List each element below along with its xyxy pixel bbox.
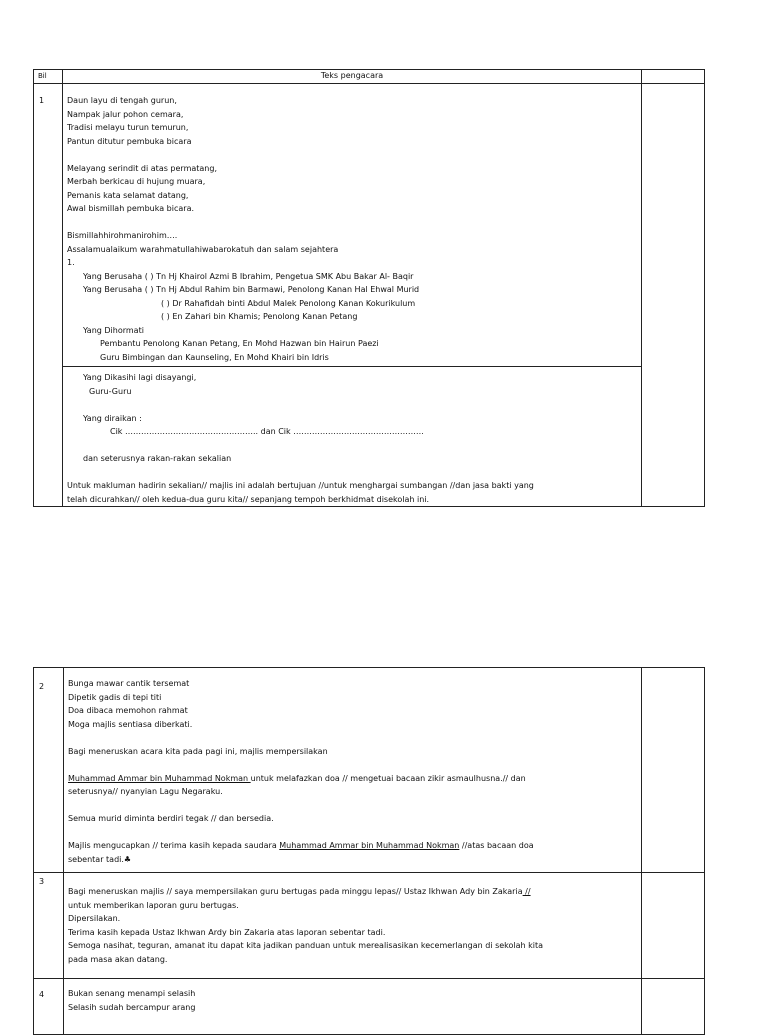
berusaha-line: ( ) Dr Rahafidah binti Abdul Malek Penolong Kanan Kokurikulum	[161, 298, 416, 308]
pantun-line: Daun layu di tengah gurun,	[67, 96, 177, 105]
doa-text: untuk melafazkan doa // mengetuai bacaan zikir asmaulhusna.// dan	[250, 773, 526, 783]
table-page-1	[33, 69, 705, 507]
table-row-1	[34, 84, 705, 507]
cik-line: Cik ………………………………………….. dan Cik ………………………………………….	[110, 427, 424, 436]
berusaha-line: Yang Berusaha ( ) Tn Hj Abdul Rahim bin Barmawi, Penolong Kanan Hal Ehwal Murid	[83, 285, 420, 294]
table-row-2	[34, 668, 705, 873]
header-empty	[642, 70, 705, 84]
table-page-2	[33, 667, 705, 1035]
laporan-line: untuk memberikan laporan guru bertugas.	[68, 900, 239, 910]
pantun-line: Tradisi melayu turun temurun,	[67, 123, 189, 132]
pantun-line: Moga majlis sentiasa diberkati.	[68, 719, 193, 729]
pantun-line: Bukan senang menampi selasih	[68, 989, 196, 998]
pantun-line: Melayang serindit di atas permatang,	[67, 163, 217, 173]
row-text	[63, 84, 642, 507]
terima-line	[68, 839, 633, 853]
table-row-4	[34, 979, 705, 1035]
diraikan-label: Yang diraikan :	[83, 413, 142, 423]
guru-guru-label: Guru-Guru	[89, 386, 132, 396]
row-empty-cell	[642, 873, 705, 979]
name-underlined: Muhammad Ammar bin Muhammad Nokman	[279, 841, 460, 850]
laporan-line: Terima kasih kepada Ustaz Ikhwan Ardy bin Zakaria atas laporan sebentar tadi.	[68, 927, 386, 937]
pantun-line: Selasih sudah bercampur arang	[68, 1002, 196, 1012]
guru-bk-line: Guru Bimbingan dan Kaunseling, En Mohd Khairi bin Idris	[100, 352, 329, 362]
pantun-line: Merbah berkicau di hujung muara,	[67, 177, 206, 186]
list-number: 1.	[67, 258, 75, 267]
name-underlined: Muhammad Ammar bin Muhammad Nokman	[68, 773, 251, 783]
pembantu-line: Pembantu Penolong Kanan Petang, En Mohd Hazwan bin Hairun Paezi	[100, 339, 379, 348]
dihormati-label: Yang Dihormati	[83, 325, 144, 335]
pantun-line: Awal bismillah pembuka bicara.	[67, 204, 195, 213]
laporan-text: Bagi meneruskan majlis // saya mempersilakan guru bertugas pada minggu lepas// Ustaz Ikhwan Ady bin Zakaria	[68, 887, 523, 896]
bismillah-text: Bismillahhirohmanirohim….	[67, 231, 178, 240]
laporan-line	[68, 885, 633, 899]
makluman-line: Untuk makluman hadirin sekalian// majlis ini adalah bertujuan //untuk menghargai sumbangan //dan jasa bakti yang	[67, 481, 534, 490]
terima-line: sebentar tadi.♣	[68, 854, 132, 864]
table-row-3	[34, 873, 705, 979]
row-text	[64, 873, 642, 979]
table-header	[34, 70, 705, 84]
pantun-line: Dipetik gadis di tepi titi	[68, 692, 162, 702]
pantun-line: Pemanis kata selamat datang,	[67, 190, 189, 200]
pantun-line: Bunga mawar cantik tersemat	[68, 679, 190, 688]
row-text	[64, 979, 642, 1035]
row-number: 3	[34, 873, 64, 979]
header-teks: Teks pengacara	[63, 70, 642, 84]
row-empty-cell	[642, 668, 705, 873]
row-number: 2	[34, 668, 64, 873]
doa-line	[68, 772, 633, 786]
terima-text: Majlis mengucapkan // terima kasih kepada saudara	[68, 841, 280, 850]
berusaha-line: ( ) En Zahari bin Khamis; Penolong Kanan Petang	[161, 312, 358, 321]
inner-divider	[63, 366, 641, 367]
row-empty-cell	[642, 84, 705, 507]
meneruskan-line: Bagi meneruskan acara kita pada pagi ini, majlis mempersilakan	[68, 746, 328, 756]
doa-line: seterusnya// nyanyian Lagu Negaraku.	[68, 787, 223, 796]
row-text	[64, 668, 642, 873]
pantun-line: Nampak jalur pohon cemara,	[67, 109, 184, 119]
row-empty-cell	[642, 979, 705, 1035]
terima-text: //atas bacaan doa	[459, 841, 534, 850]
laporan-text: //	[522, 887, 531, 896]
laporan-line: Semoga nasihat, teguran, amanat itu dapat kita jadikan panduan untuk merealisasikan kecemerlangan di sekolah kita	[68, 941, 544, 950]
salam-text: Assalamualaikum warahmatullahiwabarokatuh dan salam sejahtera	[67, 244, 339, 254]
row-number: 4	[34, 979, 64, 1035]
makluman-line: telah dicurahkan// oleh kedua-dua guru kita// sepanjang tempoh berkhidmat disekolah ini.	[67, 494, 430, 504]
berusaha-line: Yang Berusaha ( ) Tn Hj Khairol Azmi B Ibrahim, Pengetua SMK Abu Bakar Al- Baqir	[83, 271, 414, 281]
laporan-line: Dipersilakan.	[68, 914, 121, 923]
berdiri-line: Semua murid diminta berdiri tegak // dan bersedia.	[68, 814, 274, 823]
pantun-line: Doa dibaca memohon rahmat	[68, 706, 188, 715]
row-number: 1	[34, 84, 63, 507]
dikasihi-label: Yang Dikasihi lagi disayangi,	[83, 373, 197, 382]
laporan-line: pada masa akan datang.	[68, 954, 168, 964]
header-bil: Bil	[34, 70, 63, 84]
pantun-line: Pantun ditutur pembuka bicara	[67, 136, 192, 146]
rakan-line: dan seterusnya rakan-rakan sekalian	[83, 454, 232, 463]
